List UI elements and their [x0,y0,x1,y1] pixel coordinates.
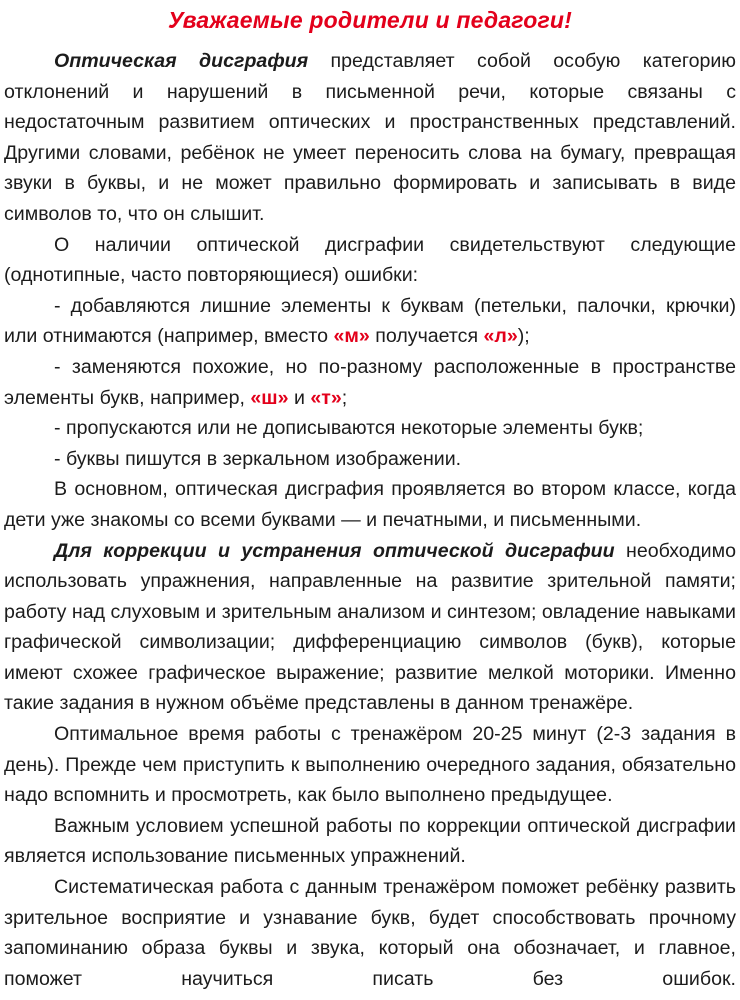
term-optical-dysgraphia: Оптическая дисграфия [54,50,309,72]
paragraph-text: Оптимальное время работы с тренажёром 20-25 минут (2-3 задания в день). Прежде чем приступить к выполнению очередного задания, обязательно надо вспомнить и просмотреть, как было выполнено предыдущее. [4,723,736,807]
highlight-letter-sh: «ш» [250,386,289,409]
paragraph-text: Систематическая работа с данным тренажёром поможет ребёнку развить зрительное восприятие и узнавание букв, будет способствовать прочному запоминанию образа буквы и звука, который она обозначает, и главное, поможет научиться писать без ошибок. [4,876,736,990]
list-item-text: - буквы пишутся в зеркальном изображении. [54,447,462,470]
paragraph-errors-intro [4,230,736,291]
paragraph-text: необходимо использовать упражнения, направленные на развитие зрительной памяти; работу над слуховым и зрительным анализом и синтезом; овладение навыками графической символизации; дифференциацию символов (букв), которые имеют схожее графическое выражение; развитие мелкой моторики. Именно такие задания в нужном объёме представлены в данном тренажёре. [4,539,736,715]
paragraph-optimal-time [4,719,736,811]
list-item-text: - пропускаются или не дописываются некоторые элементы букв; [54,417,644,440]
paragraph-systematic-work [4,872,736,994]
document-body [4,46,736,994]
paragraph-definition [4,46,736,230]
paragraph-text: В основном, оптическая дисграфия проявляется во втором классе, когда дети уже знакомы со всеми буквами — и печатными, и письменными. [4,478,736,531]
list-item-text: ); [517,325,530,348]
paragraph-second-grade [4,474,736,535]
highlight-letter-m: «м» [333,325,370,348]
highlight-letter-l: «л» [483,325,518,348]
paragraph-text: представляет собой особую категорию отклонений и нарушений в письменной речи, которые связаны с недостаточным развитием оптических и пространственных представлений. Другими словами, ребёнок не умеет переносить слова на бумагу, превращая звуки в буквы, и не может правильно формировать и записывать в виде символов то, что он слышит. [4,50,737,225]
list-item-replaced-elements [4,352,736,413]
paragraph-text: О наличии оптической дисграфии свидетельствуют следующие (однотипные, часто повторяющиеся) ошибки: [4,233,736,287]
list-item-mirror-letters [4,444,736,475]
list-item-text: - заменяются похожие, но по-разному расположенные в пространстве элементы букв, например, [4,355,736,409]
list-item-text: и [288,386,311,409]
list-item-missing-elements [4,413,736,444]
document-title: Уважаемые родители и педагоги! [167,7,573,33]
highlight-letter-t: «т» [310,386,342,409]
list-item-added-elements [4,291,736,352]
paragraph-written-exercises [4,811,736,872]
paragraph-text: Важным условием успешной работы по коррекции оптической дисграфии является использование письменных упражнений. [4,814,736,868]
list-item-text: ; [341,386,348,409]
term-correction: Для коррекции и устранения оптической дисграфии [54,539,615,562]
list-item-text: - добавляются лишние элементы к буквам (петельки, палочки, крючки) или отнимаются (например, вместо [4,294,736,348]
list-item-text: получается [369,325,484,348]
paragraph-correction [4,536,736,720]
